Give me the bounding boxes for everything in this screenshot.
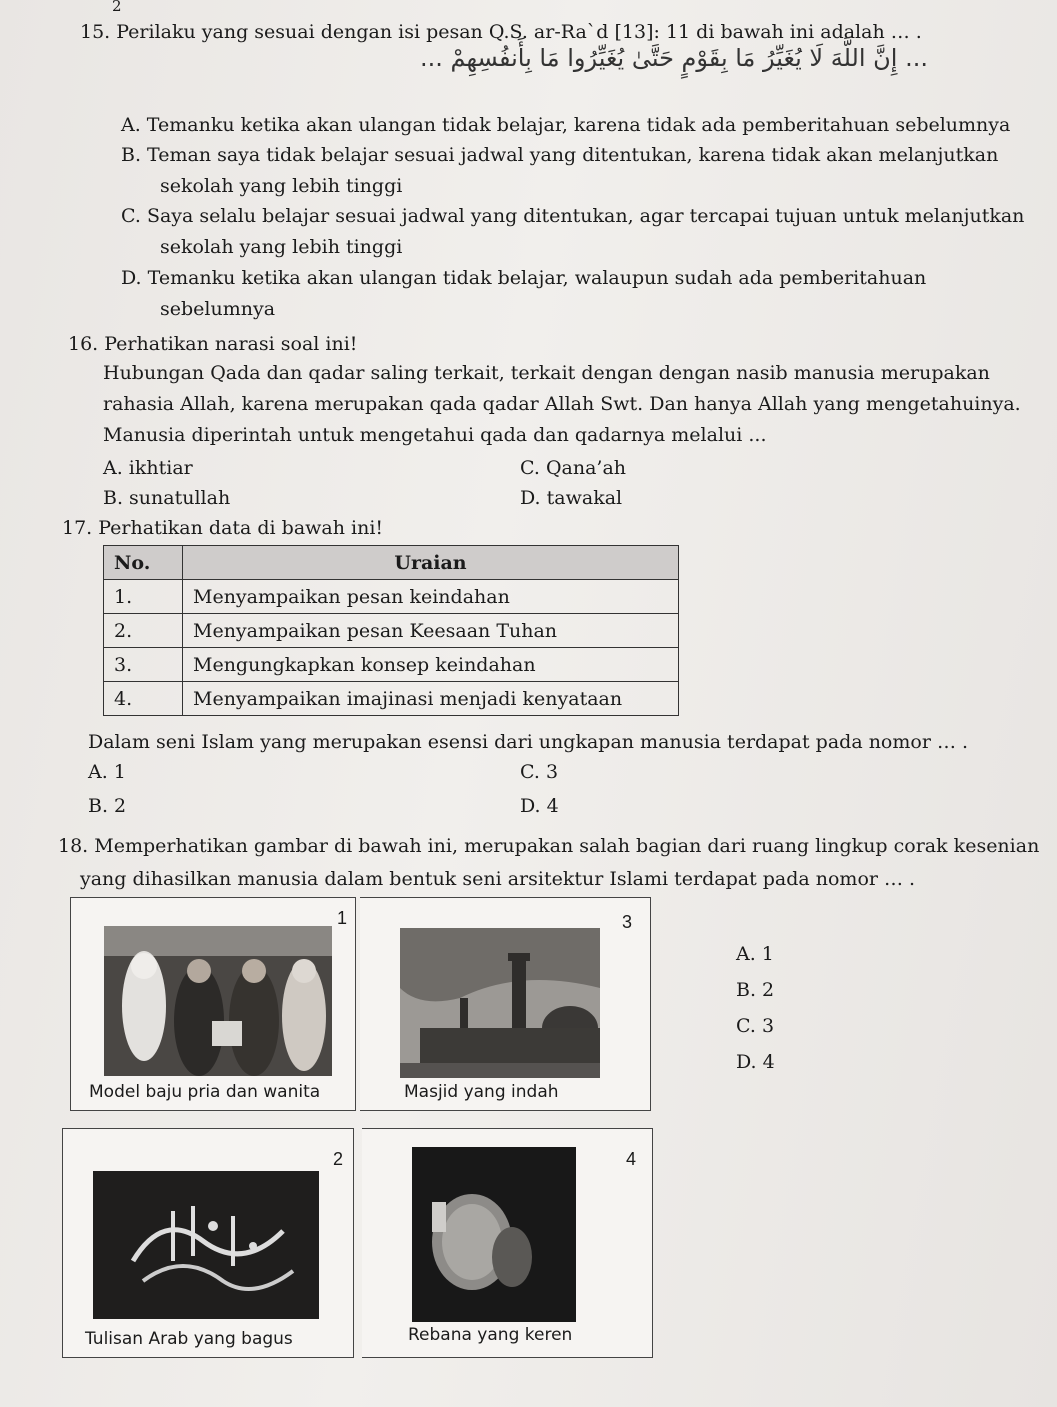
q18-option-d[interactable]: D. 4 xyxy=(736,1051,775,1073)
image-card-3 xyxy=(360,897,651,1111)
table-cell: 3. xyxy=(104,648,183,682)
image-caption: Model baju pria dan wanita xyxy=(89,1082,321,1102)
q16-option-d[interactable]: D. tawakal xyxy=(520,487,623,509)
q16-option-a[interactable]: A. ikhtiar xyxy=(103,457,193,479)
table-cell: Menyampaikan pesan keindahan xyxy=(183,580,679,614)
q15-option-c-cont: sekolah yang lebih tinggi xyxy=(160,236,403,258)
image-caption: Masjid yang indah xyxy=(404,1082,559,1102)
q16-narrative-line1: Hubungan Qada dan qadar saling terkait, terkait dengan dengan nasib manusia merupakan xyxy=(103,362,990,384)
q15-option-b-cont: sekolah yang lebih tinggi xyxy=(160,175,403,197)
table-row xyxy=(104,648,679,682)
table-header-no: No. xyxy=(104,546,183,580)
q17-question: Dalam seni Islam yang merupakan esensi dari ungkapan manusia terdapat pada nomor … . xyxy=(88,731,969,753)
table-cell: 4. xyxy=(104,682,183,716)
image-caption: Rebana yang keren xyxy=(408,1325,573,1345)
table-cell: 1. xyxy=(104,580,183,614)
photo-clothing-models xyxy=(104,926,332,1076)
q15-option-d-cont: sebelumnya xyxy=(160,298,276,320)
q17-option-a[interactable]: A. 1 xyxy=(88,761,126,783)
q17-option-d[interactable]: D. 4 xyxy=(520,795,559,817)
image-number: 2 xyxy=(332,1149,343,1169)
q18-stem-line2: yang dihasilkan manusia dalam bentuk seni arsitektur Islami terdapat pada nomor … . xyxy=(80,868,916,890)
q16-stem: 16. Perhatikan narasi soal ini! xyxy=(68,333,358,355)
q15-option-d[interactable]: D. Temanku ketika akan ulangan tidak belajar, walaupun sudah ada pemberitahuan xyxy=(121,267,927,289)
q15-option-a[interactable]: A. Temanku ketika akan ulangan tidak belajar, karena tidak ada pemberitahuan sebelumnya xyxy=(121,114,1011,136)
q17-data-table xyxy=(103,545,679,716)
table-row xyxy=(104,614,679,648)
page-mark: 2 xyxy=(112,0,122,15)
photo-mosque xyxy=(400,928,600,1078)
image-card-1 xyxy=(70,897,356,1111)
q17-option-b[interactable]: B. 2 xyxy=(88,795,127,817)
table-cell: Mengungkapkan konsep keindahan xyxy=(183,648,679,682)
table-header-uraian: Uraian xyxy=(183,546,679,580)
q16-narrative-line3: Manusia diperintah untuk mengetahui qada dan qadarnya melalui ... xyxy=(103,424,767,446)
table-cell: 2. xyxy=(104,614,183,648)
table-header-row xyxy=(104,546,679,580)
q16-narrative-line2: rahasia Allah, karena merupakan qada qadar Allah Swt. Dan hanya Allah yang mengetahuinya. xyxy=(103,393,1021,415)
image-number: 4 xyxy=(625,1149,636,1169)
q18-option-b[interactable]: B. 2 xyxy=(736,979,775,1001)
q18-option-a[interactable]: A. 1 xyxy=(736,943,774,965)
image-card-4 xyxy=(362,1128,653,1358)
q18-option-c[interactable]: C. 3 xyxy=(736,1015,775,1037)
q15-option-c[interactable]: C. Saya selalu belajar sesuai jadwal yang ditentukan, agar tercapai tujuan untuk melanjutkan xyxy=(121,205,1025,227)
table-cell: Menyampaikan imajinasi menjadi kenyataan xyxy=(183,682,679,716)
photo-arabic-calligraphy xyxy=(93,1171,319,1319)
q17-stem: 17. Perhatikan data di bawah ini! xyxy=(62,517,384,539)
q15-arabic-verse: ... إِنَّ اللَّهَ لَا يُغَيِّرُ مَا بِقَوْمٍ حَتَّىٰ يُغَيِّرُوا مَا بِأَنفُسِهِمْ ... xyxy=(420,44,928,72)
q18-stem-line1: 18. Memperhatikan gambar di bawah ini, merupakan salah bagian dari ruang lingkup corak kesenian xyxy=(58,835,1040,857)
q15-option-b[interactable]: B. Teman saya tidak belajar sesuai jadwal yang ditentukan, karena tidak akan melanjutkan xyxy=(121,144,999,166)
table-cell: Menyampaikan pesan Keesaan Tuhan xyxy=(183,614,679,648)
image-number: 1 xyxy=(336,908,347,928)
table-row xyxy=(104,580,679,614)
image-card-2 xyxy=(62,1128,354,1358)
image-number: 3 xyxy=(621,912,632,932)
image-caption: Tulisan Arab yang bagus xyxy=(85,1329,293,1349)
q15-stem: 15. Perilaku yang sesuai dengan isi pesan Q.S. ar-Ra`d [13]: 11 di bawah ini adalah … . xyxy=(80,21,922,43)
q17-option-c[interactable]: C. 3 xyxy=(520,761,559,783)
q16-option-b[interactable]: B. sunatullah xyxy=(103,487,231,509)
q16-option-c[interactable]: C. Qana’ah xyxy=(520,457,627,479)
table-row xyxy=(104,682,679,716)
photo-rebana-drummer xyxy=(412,1147,576,1322)
